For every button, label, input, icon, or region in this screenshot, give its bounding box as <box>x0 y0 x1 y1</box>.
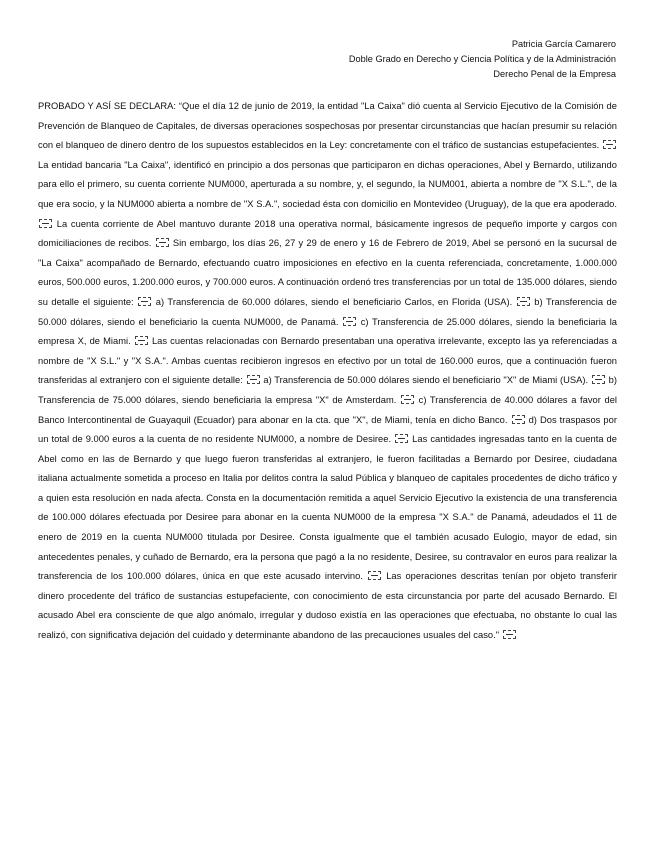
line-separator-glyph-icon <box>592 375 605 384</box>
text-segment: c) Transferencia de 25.000 dólares, siendo la beneficiaria la empresa X, de Miami. <box>38 316 618 347</box>
line-separator-glyph-icon <box>401 395 414 404</box>
text-segment: Las operaciones descritas tenían por objeto transferir dinero procedente del tráfico de sustancias estupefaciente, con conocimiento de esta circunstancia por parte del acusado Bernardo. El acusado Abel era consciente de que algo anómalo, irregular y dudoso existía en las operaciones que efectuaba, no obstante lo cual las realizó, con significativa dejación del cuidado y determinante abandono de las precauciones usuales del caso." <box>38 571 618 641</box>
line-separator-glyph-icon <box>368 571 381 580</box>
text-segment: PROBADO Y ASÍ SE DECLARA: “Que el día 12 de junio de 2019, la entidad "La Caixa" dió cuenta al Servicio Ejecutivo de la Comisión de Prevención de Blanqueo de Capitales, de diversas operaciones sospechosas por presentar circunstancias que hacían presumir su relación con el blanqueo de dinero dentro de los supuestos establecidos en la Ley: concretamente con el tráfico de sustancias estupefacientes. <box>38 101 617 151</box>
line-separator-glyph-icon <box>517 297 530 306</box>
line-separator-glyph-icon <box>343 317 356 326</box>
text-segment: a) Transferencia de 50.000 dólares siendo el beneficiario "X" de Miami (USA). <box>263 375 589 386</box>
text-segment: La cuenta corriente de Abel mantuvo durante 2018 una operativa normal, básicamente ingresos de pequeño importe y cargos con domiciliaciones de recibos. <box>38 218 617 249</box>
line-separator-glyph-icon <box>39 219 52 228</box>
text-segment: b) Transferencia de 75.000 dólares, siendo beneficiaria la empresa "X" de Amsterdam. <box>38 375 618 405</box>
line-separator-glyph-icon <box>512 415 525 424</box>
text-segment: Sin embargo, los días 26, 27 y 29 de enero y 16 de Febrero de 2019, Abel se personó en la sucursal de "La Caixa" acompañado de Bernardo, efectuando cuatro imposiciones en efectivo en la cuenta referenciada, concretamente, 1.000.000 euros, 500.000 euros, 1.200.000 euros, y 700.000 euros. A continuación ordenó tres transferencias por un total de 135.000 dólares, siendo su detalle el siguiente: <box>38 238 617 307</box>
line-separator-glyph-icon <box>138 297 151 306</box>
text-segment: La entidad bancaria "La Caixa", identificó en principio a dos personas que participaron en dichas operaciones, Abel y Bernardo, utilizando para ello el primero, su cuenta corriente NUM000, aperturada a su nombre, y, el segundo, la NUM001, abierta a nombre de "X S.L.", de la que era socio, y la NUM000 abierta a nombre de "X S.A.", sociedad ésta con domicilio en Montevideo (Uruguay), de la que era apoderado. <box>38 159 617 209</box>
author-name: Patricia García Camarero <box>511 39 616 49</box>
line-separator-glyph-icon <box>135 336 148 345</box>
text-segment: c) Transferencia de 40.000 dólares a favor del Banco Intercontinental de Guayaquil (Ecuador) para abonar en la cta. que "X", de Miami, tenía en dicho Banco. <box>38 394 618 425</box>
text-segment: b) Transferencia de 50.000 dólares, siendo el beneficiario la cuenta NUM000, de Panamá. <box>38 296 617 327</box>
text-segment: d) Dos traspasos por un total de 9.000 euros a la cuenta de no residente NUM000, a nombre de Desiree. <box>38 414 617 445</box>
degree-name: Doble Grado en Derecho y Ciencia Política y de la Administración <box>348 54 616 64</box>
document-header <box>349 37 616 82</box>
course-name: Derecho Penal de la Empresa <box>493 69 616 79</box>
line-separator-glyph-icon <box>247 375 260 384</box>
line-separator-glyph-icon <box>395 434 408 443</box>
text-segment: Las cantidades ingresadas tanto en la cuenta de Abel como en las de Bernardo y que luego fueron transferidas al extranjero, le fueron facilitadas a Bernardo por Desiree, ciudadana italiana actualmente sometida a proceso en Italia por delitos contra la salud Pública y blanqueo de capitales procedentes de dicho tráfico y a quien esta resolución en nada afecta. Consta en la documentación remitida a aquel Servicio Ejecutivo la existencia de una transferencia de 100.000 dólares efectuada por Desiree para abonar en la cuenta NUM000 de la empresa "X S.A." de Panamá, adeudados el 11 de enero de 2019 en la cuenta NUM000 titulada por Desiree. Consta igualmente que el también acusado Eulogio, mayor de edad, sin antecedentes penales, y cuñado de Bernardo, era la persona que pagó a la no residente, Desiree, su contravalor en euros para realizar la transferencia de los 100.000 dólares, única en que este acusado intervino. <box>38 434 617 582</box>
line-separator-glyph-icon <box>503 630 516 639</box>
line-separator-glyph-icon <box>156 238 169 247</box>
line-separator-glyph-icon <box>603 140 616 149</box>
text-segment: a) Transferencia de 60.000 dólares, siendo el beneficiario Carlos, en Florida (USA). <box>155 296 513 307</box>
text-segment: Las cuentas relacionadas con Bernardo presentaban una operativa irrelevante, excepto las ya referenciadas a nombre de "X S.L." y "X S.A.". Ambas cuentas recibieron ingresos en efectivo por un total de 160.000 euros, que a continuación fueron transferidas al extranjero con el siguiente detalle: <box>38 336 617 386</box>
body-paragraph <box>38 97 617 646</box>
